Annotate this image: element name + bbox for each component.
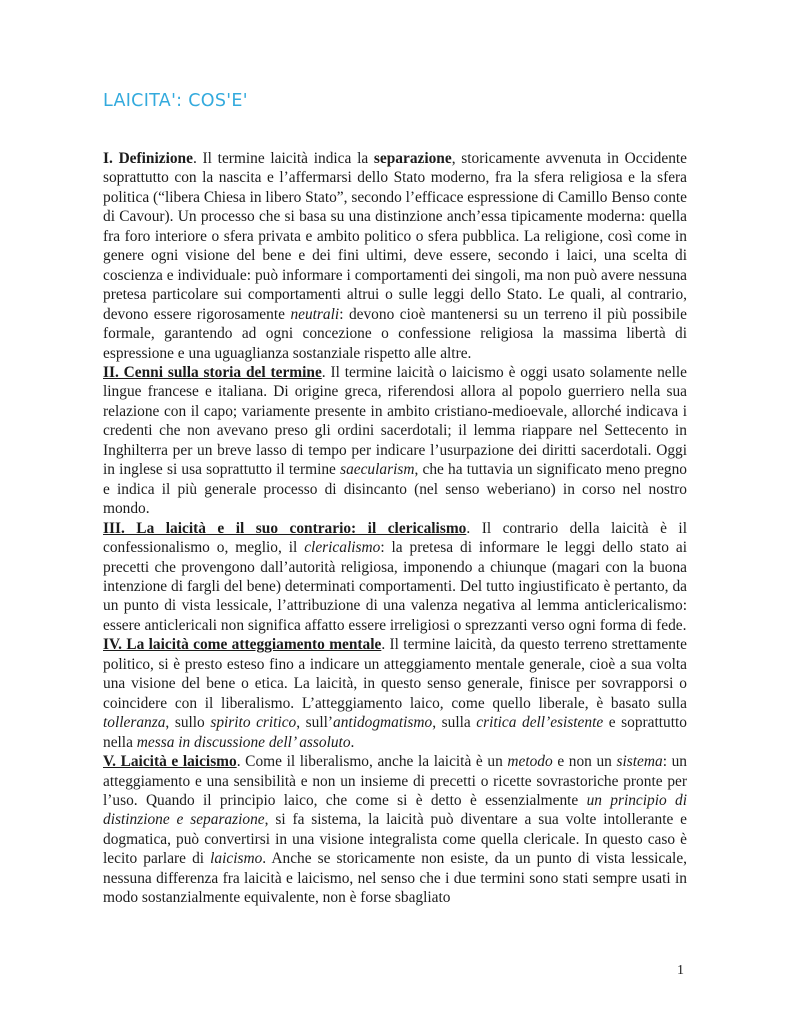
section-definizione: I. Definizione. Il termine laicità indica la separazione, storicamente avvenuta in Occidente soprattutto con la nascita e l’affermarsi dello Stato moderno, fra la sfera religiosa e la sfera politica (“libera Chiesa in libero Stato”, secondo l’efficace espressione di Camillo Benso conte di Cavour). Un processo che si basa su una distinzione anch’essa tipicamente moderna: quella fra foro interiore o sfera privata e ambito politico o sfera pubblica. La religione, così come in genere ogni visione del bene e dei fini ultimi, deve essere, secondo i laici, una scelta di coscienza e individuale: può informare i comportamenti dei singoli, ma non può avere nessuna pretesa particolare sui comportamenti altrui o sulle leggi dello Stato. Le quali, al contrario, devono essere rigorosamente neutrali: devono cioè mantenersi su un terreno il più possibile formale, garantendo ad ogni concezione o confessione religiosa la massima libertà di espressione e una uguaglianza sostanziale rispetto alle altre. <box>103 150 687 362</box>
italic-term: messa in discussione dell’ assoluto <box>136 733 351 751</box>
text-run: , storicamente avvenuta in Occidente soprattutto con la nascita e l’affermarsi dello Stato moderno, fra la sfera religiosa e la sfera politica (“libera Chiesa in libero Stato”, secondo l’efficace espressione di Camillo Benso conte di Cavour). Un processo che si basa su una distinzione anch’essa tipicamente moderna: quella fra foro interiore o sfera privata e ambito politico o sfera pubblica. La religione, così come in genere ogni visione del bene e dei fini ultimi, deve essere, secondo i laici, una scelta di coscienza e individuale: può informare i comportamenti dei singoli, ma non può avere nessuna pretesa particolare sui comportamenti altrui o sulle leggi dello Stato. Le quali, al contrario, devono essere rigorosamente <box>103 150 687 323</box>
section-heading: V. Laicità e laicismo <box>103 753 237 771</box>
text-run: . Anche se storicamente non esiste, da un punto di vista lessicale, nessuna differenza fra laicità e laicismo, nel senso che i due termini sono stati sempre usati in modo sostanzialmente equivalente, non è forse sbagliato <box>103 850 687 907</box>
italic-term: laicismo <box>210 850 263 868</box>
section-heading: III. La laicità e il suo contrario: il clericalismo <box>103 519 467 537</box>
section-storia-del-termine: II. Cenni sulla storia del termine. Il termine laicità o laicismo è oggi usato solamente nelle lingue francese e italiana. Di origine greca, riferendosi allora al popolo guerriero nella sua relazione con il capo; variamente presente in ambito cristiano-medioevale, allorché indicava i credenti che non avevano preso gli ordini sacerdotali; il lemma riappare nel Settecento in Inghilterra per un breve lasso di tempo per indicare l’usurpazione dei diritti sacerdotali. Oggi in inglese si usa soprattutto il termine saecularism, che ha tuttavia un significato meno pregno e indica il più generale processo di disincanto (nel senso weberiano) in corso nel nostro mondo. <box>103 363 687 518</box>
section-laicita-e-laicismo: V. Laicità e laicismo. Come il liberalismo, anche la laicità è un metodo e non un sistema: un atteggiamento e una sensibilità e non un insieme di precetti o ricette sovrastoriche pronte per l’uso. Quando il principio laico, che come si è detto è essenzialmente un principio di distinzione e separazione, si fa sistema, la laicità può diventare a sua volte intollerante e dogmatica, può convertirsi in una visione integralista come quella clericale. In questo caso è lecito parlare di laicismo. Anche se storicamente non esiste, da un punto di vista lessicale, nessuna differenza fra laicità e laicismo, nel senso che i due termini sono stati sempre usati in modo sostanzialmente equivalente, non è forse sbagliato <box>103 753 688 907</box>
text-run: Come il liberalismo, anche la laicità è un <box>240 753 508 771</box>
section-atteggiamento-mentale: IV. La laicità come atteggiamento mentale. Il termine laicità, da questo terreno strettamente politico, si è presto esteso fino a indicare un atteggiamento mentale generale, cioè a sua volta una visione del bene o etica. La laicità, in questo senso generale, finisce per sovrapporsi o coincidere con il liberalismo. L’atteggiamento laico, come quello liberale, è basato sulla tolleranza, sullo spirito critico, sull’antidogmatismo, sulla critica dell’esistente e soprattutto nella messa in discussione dell’ assoluto. <box>103 636 687 751</box>
text-run: Il termine laicità indica la <box>196 150 374 167</box>
page-title: LAICITA': COS'E' <box>103 91 248 111</box>
section-clericalismo: III. La laicità e il suo contrario: il clericalismo. Il contrario della laicità è il confessionalismo o, meglio, il clericalismo: la pretesa di informare le leggi dello stato ai precetti che provengono dall’autorità religiosa, imponendo a chiunque (magari con la buona intenzione di fargli del bene) determinati comportamenti. Del tutto ingiustificato è pertanto, da un punto di vista lessicale, l’attribuzione di una valenza negativa al lemma anticlericalismo: essere anticlericali non significa affatto essere irreligiosi o sprezzanti verso ogni forma di fede. <box>103 519 687 634</box>
text-run: e soprattutto nella <box>103 714 687 751</box>
section-heading: II. Cenni sulla storia del termine <box>103 363 322 381</box>
italic-term: tolleranza <box>103 714 166 732</box>
text-run: , che ha tuttavia un significato meno pregno e indica il più generale processo di disincanto (nel senso weberiano) in corso nel nostro mondo. <box>103 461 687 518</box>
bold-term: separazione <box>373 150 452 167</box>
italic-term: clericalismo <box>304 539 381 557</box>
text-run: e non un <box>552 753 617 771</box>
text-run: : la pretesa di informare le leggi dello stato ai precetti che provengono dall’autorità religiosa, imponendo a chiunque (magari con la buona intenzione di fargli del bene) determinati comportamenti. Del tutto ingiustificato è pertanto, da un punto di vista lessicale, l’attribuzione di una valenza negativa al lemma anticlericalismo: essere anticlericali non significa affatto essere irreligiosi o sprezzanti verso ogni forma di fede. <box>103 539 687 634</box>
italic-term: critica dell’esistente <box>476 714 604 732</box>
page-number: 1 <box>677 963 684 978</box>
italic-term: sistema <box>616 753 663 771</box>
italic-term: un principio di distinzione e separazione <box>103 791 687 829</box>
section-heading: I. Definizione <box>103 150 193 167</box>
text-run: , sullo <box>165 714 211 732</box>
text-run: : devono cioè mantenersi su un terreno il più possibile formale, garantendo ad ogni concezione o confessione religiosa la massima libertà di espressione e una uguaglianza sostanziale rispetto alle altre. <box>103 305 687 362</box>
text-run: . <box>350 733 355 751</box>
italic-term: antidogmatismo <box>333 714 433 732</box>
text-run: , sulla <box>432 714 477 732</box>
section-heading: IV. La laicità come atteggiamento mentale <box>103 636 382 654</box>
italic-term: saecularism <box>340 461 415 479</box>
text-run: : un atteggiamento e una sensibilità e non un insieme di precetti o ricette sovrastoriche pronte per l’uso. Quando il principio laico, che come si è detto è essenzialmente <box>103 753 687 809</box>
text-run: , si fa sistema, la laicità può diventare a sua volte intollerante e dogmatica, può convertirsi in una visione integralista come quella clericale. In questo caso è lecito parlare di <box>103 811 688 868</box>
text-run: Il termine laicità o laicismo è oggi usato solamente nelle lingue francese e italiana. Di origine greca, riferendosi allora al popolo guerriero nella sua relazione con il capo; variamente presente in ambito cristiano-medioevale, allorché indicava i credenti che non avevano preso gli ordini sacerdotali; il lemma riappare nel Settecento in Inghilterra per un breve lasso di tempo per indicare l’usurpazione dei diritti sacerdotali. Oggi in inglese si usa soprattutto il termine <box>103 363 687 479</box>
document-body <box>103 149 687 908</box>
italic-term: spirito critico <box>210 714 297 732</box>
text-run: Il contrario della laicità è il confessionalismo o, meglio, il <box>103 519 687 557</box>
text-run: , sull’ <box>296 714 334 732</box>
text-run: Il termine laicità, da questo terreno strettamente politico, si è presto esteso fino a indicare un atteggiamento mentale generale, cioè a sua volta una visione del bene o etica. La laicità, in questo senso generale, finisce per sovrapporsi o coincidere con il liberalismo. L’atteggiamento laico, come quello liberale, è basato sulla <box>103 636 687 712</box>
italic-term: neutrali <box>290 305 340 323</box>
italic-term: metodo <box>507 753 553 771</box>
